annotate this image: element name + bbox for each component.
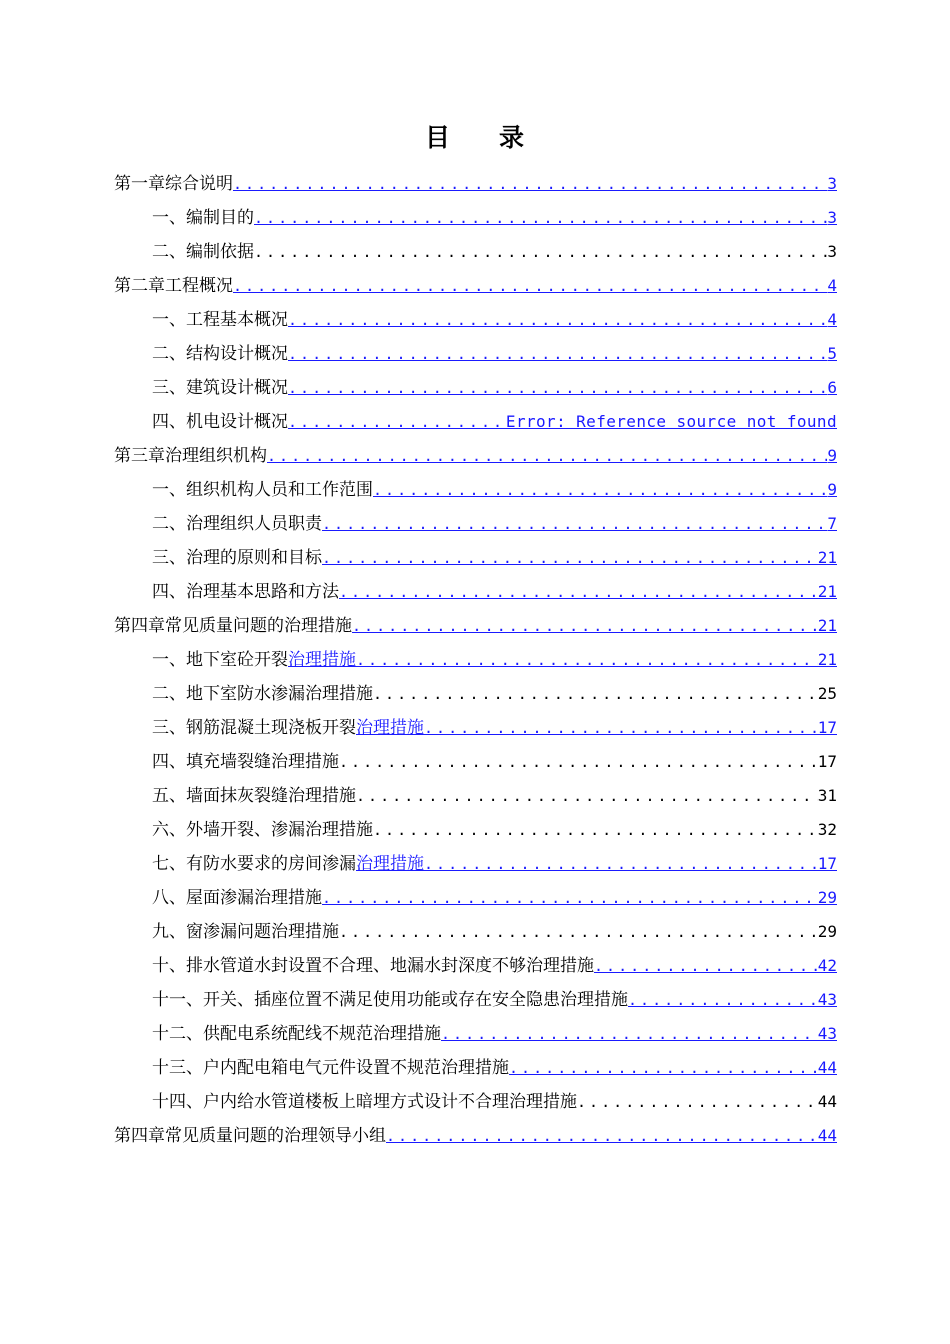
toc-entry-link-text[interactable]: 治理措施 [288, 650, 356, 670]
toc-entry-text: 七、有防水要求的房间渗漏 [152, 854, 356, 874]
toc-dot-leader [322, 881, 818, 915]
toc-title [0, 118, 950, 154]
toc-entry[interactable] [114, 881, 837, 915]
toc-entry[interactable] [114, 541, 837, 575]
toc-dot-leader [352, 609, 818, 643]
toc-entry [114, 235, 837, 269]
toc-page-number[interactable]: 43 [817, 990, 837, 1009]
toc-dot-leader [356, 779, 818, 813]
toc-page-number[interactable]: 7 [827, 514, 837, 533]
toc-entry [114, 1085, 837, 1119]
toc-page-number[interactable]: 44 [817, 1126, 837, 1145]
toc-entry-text: 十四、户内给水管道楼板上暗埋方式设计不合理治理措施 [152, 1092, 577, 1112]
toc-dot-leader [373, 473, 827, 507]
toc-page-number: 3 [827, 242, 837, 261]
title-char-right: 录 [499, 123, 526, 152]
toc-page-number[interactable]: 9 [827, 446, 837, 465]
toc-dot-leader [322, 507, 827, 541]
toc-entry[interactable] [114, 371, 837, 405]
toc-chapter-number: 第二章 [114, 276, 165, 296]
toc-entry-text: 十一、开关、插座位置不满足使用功能或存在安全隐患治理措施 [152, 990, 628, 1010]
toc-entry[interactable] [114, 1051, 837, 1085]
toc-entry[interactable] [114, 473, 837, 507]
toc-entry[interactable] [114, 201, 837, 235]
toc-entry[interactable] [114, 1119, 837, 1153]
toc-page-number: 29 [817, 922, 837, 941]
toc-page-number[interactable]: 6 [827, 378, 837, 397]
toc-page-number[interactable]: Error: Reference source not found [505, 412, 837, 431]
toc-entry [114, 779, 837, 813]
toc-dot-leader [288, 303, 827, 337]
toc-entry [114, 677, 837, 711]
toc-dot-leader [386, 1119, 818, 1153]
toc-page-number: 31 [817, 786, 837, 805]
toc-entry[interactable] [114, 609, 837, 643]
toc-entry [114, 813, 837, 847]
toc-dot-leader [373, 813, 818, 847]
toc-dot-leader [339, 575, 818, 609]
toc-entry-text: 二、地下室防水渗漏治理措施 [152, 684, 373, 704]
toc-page-number[interactable]: 3 [827, 174, 837, 193]
toc-dot-leader [356, 643, 818, 677]
toc-page-number[interactable]: 5 [827, 344, 837, 363]
toc-dot-leader [267, 439, 827, 473]
toc-page-number[interactable]: 29 [817, 888, 837, 907]
toc-entry-text: 工程概况 [165, 276, 233, 296]
toc-page-number: 44 [817, 1092, 837, 1111]
toc-entry[interactable] [114, 303, 837, 337]
toc-entry[interactable] [114, 711, 837, 745]
title-char-left: 目 [424, 123, 451, 152]
table-of-contents [114, 167, 837, 1153]
toc-page-number[interactable]: 21 [817, 548, 837, 567]
toc-entry-text: 常见质量问题的治理领导小组 [165, 1126, 386, 1146]
toc-entry [114, 915, 837, 949]
toc-page-number: 32 [817, 820, 837, 839]
toc-entry-text: 三、建筑设计概况 [152, 378, 288, 398]
toc-entry-text: 六、外墙开裂、渗漏治理措施 [152, 820, 373, 840]
toc-page-number[interactable]: 42 [817, 956, 837, 975]
toc-entry-link-text[interactable]: 治理措施 [356, 854, 424, 874]
toc-entry-text: 九、窗渗漏问题治理措施 [152, 922, 339, 942]
toc-dot-leader [424, 847, 818, 881]
toc-dot-leader [322, 541, 818, 575]
toc-dot-leader [254, 235, 827, 269]
toc-entry-text: 二、治理组织人员职责 [152, 514, 322, 534]
toc-entry-text: 八、屋面渗漏治理措施 [152, 888, 322, 908]
toc-dot-leader [424, 711, 818, 745]
toc-entry[interactable] [114, 643, 837, 677]
toc-entry [114, 745, 837, 779]
toc-dot-leader [288, 405, 506, 439]
toc-dot-leader [288, 337, 827, 371]
toc-chapter-number: 第三章 [114, 446, 165, 466]
toc-entry-text: 一、组织机构人员和工作范围 [152, 480, 373, 500]
toc-entry-text: 四、机电设计概况 [152, 412, 288, 432]
toc-page-number[interactable]: 17 [817, 718, 837, 737]
toc-entry-text: 十、排水管道水封设置不合理、地漏水封深度不够治理措施 [152, 956, 594, 976]
toc-entry-link-text[interactable]: 治理措施 [356, 718, 424, 738]
toc-dot-leader [373, 677, 818, 711]
toc-dot-leader [254, 201, 827, 235]
toc-dot-leader [441, 1017, 818, 1051]
toc-page-number[interactable]: 4 [827, 310, 837, 329]
toc-dot-leader [233, 269, 827, 303]
toc-page-number[interactable]: 21 [817, 650, 837, 669]
toc-dot-leader [288, 371, 827, 405]
toc-entry[interactable] [114, 167, 837, 201]
toc-entry[interactable] [114, 337, 837, 371]
toc-entry-text: 二、结构设计概况 [152, 344, 288, 364]
toc-entry-text: 十二、供配电系统配线不规范治理措施 [152, 1024, 441, 1044]
toc-entry[interactable] [114, 847, 837, 881]
toc-dot-leader [339, 915, 818, 949]
toc-dot-leader [628, 983, 818, 1017]
toc-dot-leader [233, 167, 827, 201]
toc-entry-text: 综合说明 [165, 174, 233, 194]
toc-entry-text: 一、编制目的 [152, 208, 254, 228]
toc-page-number[interactable]: 9 [827, 480, 837, 499]
toc-page-number[interactable]: 3 [827, 208, 837, 227]
toc-page-number[interactable]: 17 [817, 854, 837, 873]
toc-page-number: 17 [817, 752, 837, 771]
toc-entry-text: 五、墙面抹灰裂缝治理措施 [152, 786, 356, 806]
toc-dot-leader [509, 1051, 818, 1085]
toc-entry[interactable] [114, 1017, 837, 1051]
toc-page-number: 25 [817, 684, 837, 703]
toc-entry[interactable] [114, 949, 837, 983]
toc-entry-text: 治理组织机构 [165, 446, 267, 466]
toc-entry-text: 四、治理基本思路和方法 [152, 582, 339, 602]
toc-entry[interactable] [114, 507, 837, 541]
toc-entry-text: 二、编制依据 [152, 242, 254, 262]
toc-dot-leader [594, 949, 818, 983]
toc-entry[interactable] [114, 405, 837, 439]
toc-entry-text: 一、地下室砼开裂 [152, 650, 288, 670]
toc-dot-leader [577, 1085, 818, 1119]
toc-page-number[interactable]: 4 [827, 276, 837, 295]
toc-page-number[interactable]: 21 [817, 582, 837, 601]
toc-page-number[interactable]: 43 [817, 1024, 837, 1043]
toc-entry[interactable] [114, 269, 837, 303]
toc-entry[interactable] [114, 983, 837, 1017]
toc-entry-text: 一、工程基本概况 [152, 310, 288, 330]
toc-chapter-number: 第四章 [114, 1126, 165, 1146]
toc-entry[interactable] [114, 575, 837, 609]
toc-entry-text: 三、治理的原则和目标 [152, 548, 322, 568]
toc-chapter-number: 第四章 [114, 616, 165, 636]
toc-chapter-number: 第一章 [114, 174, 165, 194]
toc-entry[interactable] [114, 439, 837, 473]
toc-entry-text: 三、钢筋混凝土现浇板开裂 [152, 718, 356, 738]
toc-dot-leader [339, 745, 818, 779]
toc-page-number[interactable]: 21 [817, 616, 837, 635]
toc-entry-text: 常见质量问题的治理措施 [165, 616, 352, 636]
toc-entry-text: 四、填充墙裂缝治理措施 [152, 752, 339, 772]
toc-page-number[interactable]: 44 [817, 1058, 837, 1077]
toc-entry-text: 十三、户内配电箱电气元件设置不规范治理措施 [152, 1058, 509, 1078]
